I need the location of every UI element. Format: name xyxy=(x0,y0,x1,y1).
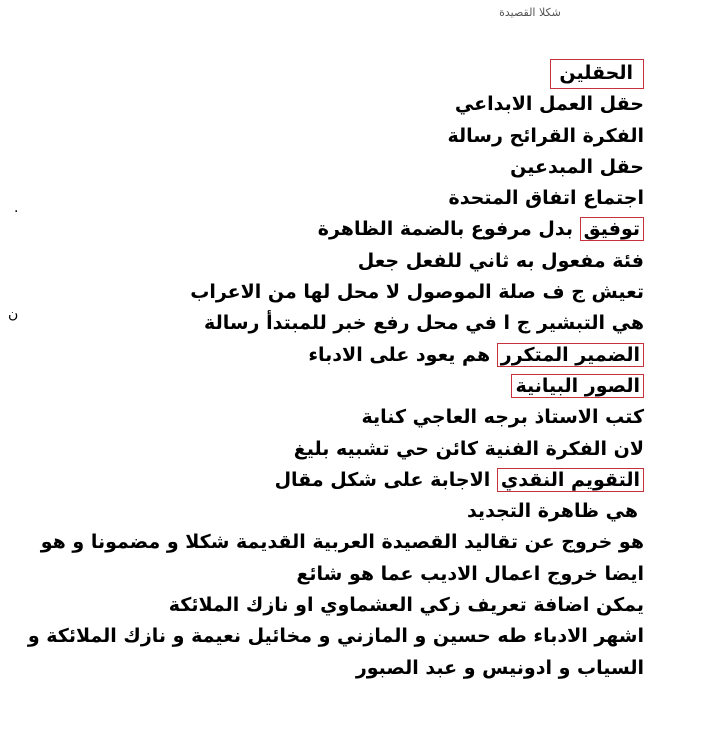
line-text: كتب الاستاذ برجه العاجي كناية xyxy=(361,406,644,429)
highlighted-term: توفيق xyxy=(580,217,644,241)
line-text: تعيش ج ف صلة الموصول لا محل لها من الاعراب xyxy=(190,281,644,304)
line-text: الاجابة على شكل مقال xyxy=(274,468,491,491)
answer-line xyxy=(40,527,644,558)
highlighted-term: التقويم النقدي xyxy=(497,468,644,492)
answer-line xyxy=(44,308,644,339)
answer-line xyxy=(44,371,644,402)
answer-line xyxy=(44,277,644,308)
answer-line xyxy=(44,496,644,527)
answer-line xyxy=(44,465,644,496)
answer-line xyxy=(44,246,644,277)
line-text: حقل المبدعين xyxy=(510,155,644,178)
line-text: يمكن اضافة تعريف زكي العشماوي او نازك الملائكة xyxy=(168,594,644,617)
line-text: هم يعود على الادباء xyxy=(308,343,491,366)
line-text: ايضا خروج اعمال الاديب عما هو شائع xyxy=(296,562,644,585)
answer-line xyxy=(44,58,644,89)
answer-line xyxy=(44,559,644,590)
header-fragment: شكلا القصيدة xyxy=(499,6,561,19)
line-text: بدل مرفوع بالضمة الظاهرة xyxy=(317,218,573,241)
line-text: هي التبشير ج ا في محل رفع خبر للمبتدأ رسالة xyxy=(204,312,644,335)
answer-line xyxy=(44,183,644,214)
answer-line xyxy=(44,434,644,465)
answer-line xyxy=(44,653,644,684)
line-text: هي ظاهرة التجديد xyxy=(466,500,638,523)
answer-line xyxy=(44,340,644,371)
answer-line xyxy=(44,89,644,120)
line-text: حقل العمل الابداعي xyxy=(454,93,644,116)
answer-line xyxy=(44,214,644,245)
line-text: السياب و ادونيس و عبد الصبور xyxy=(355,656,644,679)
line-text: فئة مفعول به ثاني للفعل جعل xyxy=(357,249,644,272)
answer-lines xyxy=(27,58,644,684)
answer-line xyxy=(44,121,644,152)
line-text: اشهر الادباء طه حسين و المازني و مخائيل نعيمة و نازك الملائكة و xyxy=(27,625,644,648)
highlighted-term: الضمير المتكرر xyxy=(497,343,644,367)
line-text: الفكرة القرائح رسالة xyxy=(447,124,644,147)
margin-dot: . xyxy=(14,200,19,216)
line-text: لان الفكرة الفنية كائن حي تشبيه بليغ xyxy=(293,437,644,460)
answer-line xyxy=(44,590,644,621)
margin-letter: ن xyxy=(8,306,19,322)
highlighted-term: الحقلين xyxy=(550,59,644,89)
answer-line xyxy=(27,621,644,652)
line-text: هو خروج عن تقاليد القصيدة العربية القديمة شكلا و مضمونا و هو xyxy=(40,531,644,554)
line-text: اجتماع اتفاق المتحدة xyxy=(448,187,644,210)
highlighted-term: الصور البيانية xyxy=(511,374,644,398)
answer-line xyxy=(44,402,644,433)
answer-line xyxy=(44,152,644,183)
